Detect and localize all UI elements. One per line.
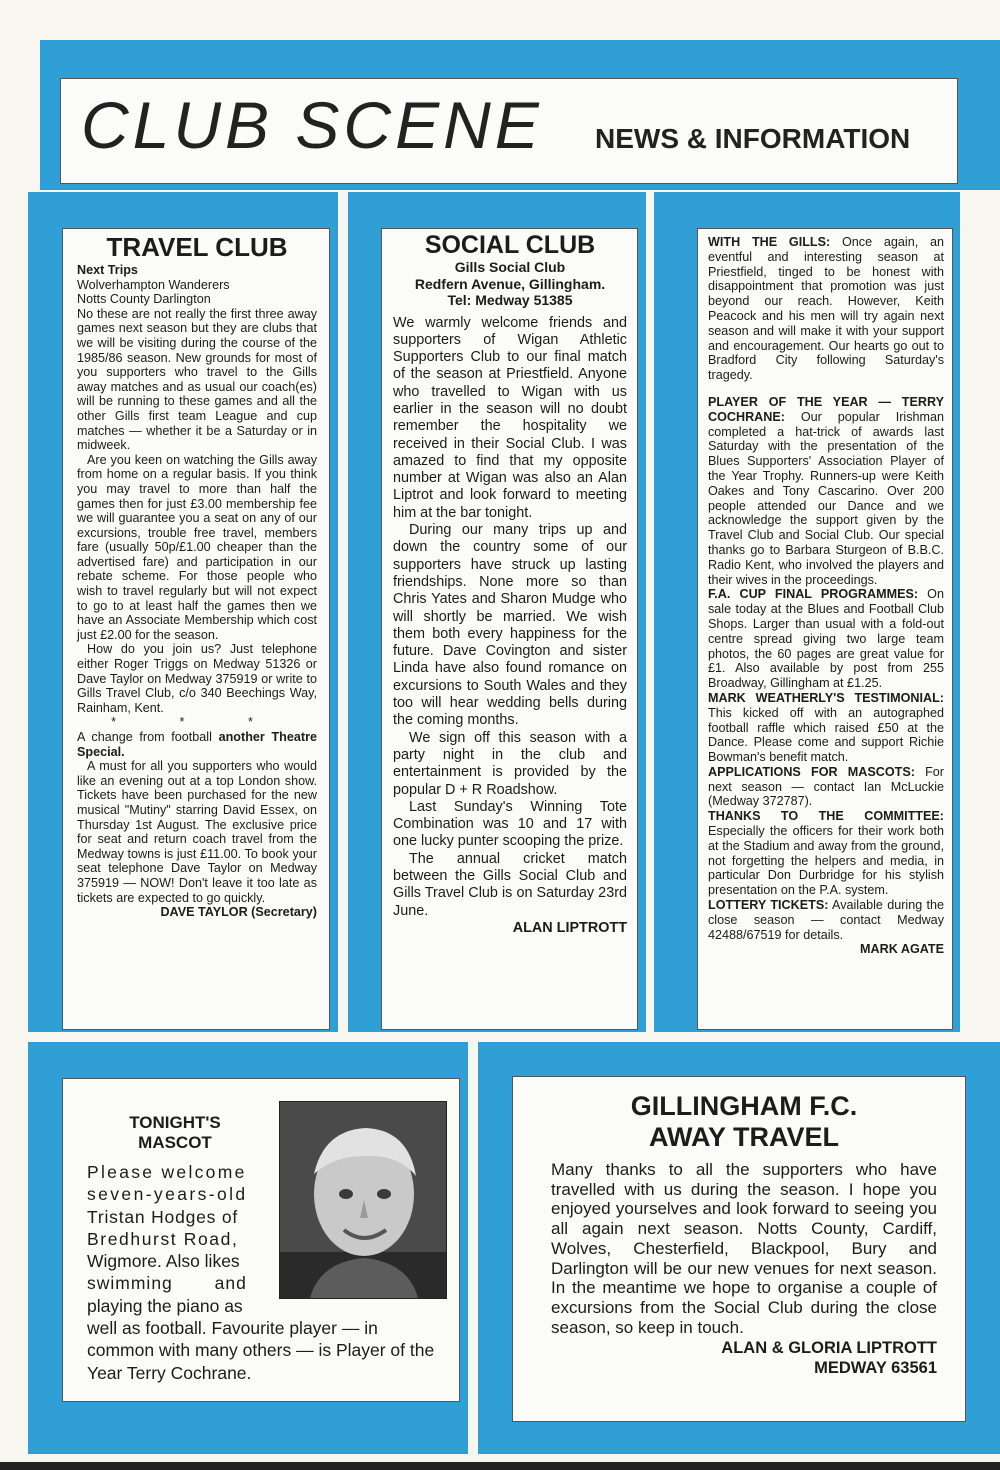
page-title: CLUB SCENE: [81, 88, 543, 162]
news-section-gills: [708, 235, 944, 383]
news-body-testimonial: This kicked off with an autographed football raffle which raised £50 at the Dance. Please come and support Richie Bowman's benefit match.: [708, 705, 944, 765]
social-club-heading: SOCIAL CLUB: [424, 231, 596, 259]
news-section-poty: [708, 395, 944, 587]
news-section-committee: [708, 809, 944, 898]
social-club-body: [393, 315, 627, 938]
mascot-line-7: playing the piano as: [87, 1295, 243, 1316]
news-section-lottery: [708, 898, 944, 942]
social-para-2: During our many trips up and down the country some of our supporters have struck up lasting friendships. None more so than Chris Yates and Sharon Mudge who will shortly be married. We wish them both every happiness for the future. Dave Covington and sister Linda have also found romance on excursions to South Wales and they too will hear wedding bells during the coming months.: [393, 522, 627, 729]
trip-line-2: Notts County Darlington: [77, 292, 211, 307]
news-body: [708, 235, 944, 957]
social-address-3: Tel: Medway 51385: [447, 292, 573, 308]
news-body-lottery: Available during the close season — contact Medway 42488/67519 for details.: [708, 898, 945, 942]
travel-para-4-bold: another Theatre Special.: [77, 730, 317, 759]
news-body-mascots: For next season — contact Ian McLuckie (Medway 372787).: [708, 764, 944, 809]
social-address-1: Gills Social Club: [454, 259, 566, 275]
mascot-heading-1: TONIGHT'S: [129, 1113, 221, 1132]
travel-para-2: Are you keen on watching the Gills away from home on a regular basis. If you think you may travel to more than half the games then for just £3.00 membership fee we will guarantee you a seat on any of our excursions, trouble free travel, members fare (usually 50p/£1.00 cheaper than the advertised fare) and participation in our rebate scheme. For those people who wish to travel regularly but will not expect to go to at least half the games then we have an Associate Membership which cost just £2.00 for the season.: [77, 452, 317, 642]
away-heading-1: GILLINGHAM F.C.: [630, 1091, 858, 1121]
news-section-mascots: [708, 765, 944, 809]
travel-club-box: [62, 228, 330, 1030]
mascot-text: [87, 1161, 267, 1317]
news-body-committee: Especially the officers for their work both at the Stadium and away from the ground, not forgetting the helpers and media, in particular Don Durbridge for his stylish presentation on the P.A. system.: [708, 824, 944, 898]
mascot-line-1: Please welcome: [87, 1162, 247, 1182]
travel-para-5: A must for all you supporters who would like an evening out at a top London show. Tickets have been purchased for the new musical "Mutiny" starring David Essex, on Thursday 1st August. The exclusive price for seat and return coach travel from the Medway towns is just £11.00. To book your seat telephone Dave Taylor on Medway 375919 — NOW! Don't leave it too late as tickets are expected to go quickly.: [77, 759, 317, 905]
away-body: Many thanks to all the supporters who have travelled with us during the season. I hope you enjoyed yourselves and look forward to seeing you all again next season. Notts County, Cardiff, Wolves, Chesterfield, Blackpool, Bury and Darlington will be our new venues for next season. In the meantime we hope to organise a couple of excursions from the Social Club during the close season, so keep in touch.: [551, 1160, 937, 1337]
mascot-line-5: Wigmore. Also likes: [87, 1251, 240, 1272]
news-head-committee: THANKS TO THE COMMITTEE:: [708, 809, 944, 824]
travel-signature: DAVE TAYLOR (Secretary): [160, 905, 317, 920]
mascot-line-3: Tristan Hodges of: [87, 1206, 239, 1227]
social-club-box: [381, 228, 638, 1030]
news-head-lottery: LOTTERY TICKETS:: [708, 898, 829, 913]
social-signature: ALAN LIPTROTT: [512, 919, 627, 936]
news-section-testimonial: [708, 691, 944, 765]
social-para-5: The annual cricket match between the Gills Social Club and Gills Travel Club is on Saturday 23rd June.: [393, 850, 627, 919]
mascot-line-4: Bredhurst Road,: [87, 1228, 239, 1249]
news-head-gills: WITH THE GILLS:: [708, 235, 831, 249]
travel-para-1: No these are not really the first three away games next season but they are clubs that we will be visiting during the course of the 1985/86 season. New grounds for most of you supporters who travel to the Gills away matches and as usual our coach(es) will be running to these games and all the other Gills first team League and cup matches — whether it be a Saturday or in midweek.: [77, 306, 317, 453]
news-body-gills: Once again, an eventful and interesting season at Priestfield, tinged to be honest with disappointment that promotion was just beyond our reach. However, Keith Peacock and his men will try again next season and will make it with your support and encouragement. Our hearts go out to Bradford City following Saturday's tragedy.: [708, 235, 945, 383]
trip-line-1: Wolverhampton Wanderers: [77, 277, 230, 292]
mascot-line-2: seven-years-old: [87, 1184, 248, 1205]
news-body-poty: Our popular Irishman completed a hat-trick of awards last Saturday with the presentation of the Blues Supporters' Association Player of the Year Trophy. Runners-up were Keith Oakes and Tony Cascarino. Over 200 people attended our Dance and we acknowledge the support given by the Travel Club and Social Club. Our special thanks go to Barbara Sturgeon of B.B.C. Radio Kent, who involved the players and their wives in the proceedings.: [708, 409, 944, 587]
news-head-testimonial: MARK WEATHERLY'S TESTIMONIAL:: [708, 690, 944, 705]
news-head-poty: PLAYER OF THE YEAR — TERRY COCHRANE:: [708, 394, 944, 424]
social-para-3: We sign off this season with a party night in the club and entertainment is provided by the popular D + R Roadshow.: [393, 729, 627, 798]
mascot-portrait-image: [280, 1102, 446, 1298]
news-head-programmes: F.A. CUP FINAL PROGRAMMES:: [708, 587, 919, 602]
social-para-1: We warmly welcome friends and supporters of Wigan Athletic Supporters Club to our final match of the season at Priestfield. Anyone who travelled to Wigan with us earlier in the season will no doubt remember the hospitality we received in their Social Club. I was amazed to find that my opposite number at Wigan was also an Alan Liptrot and look forward to meeting him at the bar tonight.: [393, 314, 627, 521]
mascot-rest: well as football. Favourite player — in common with many others — is Player of the Year Terry Cochrane.: [87, 1318, 435, 1383]
mascot-photo: [279, 1101, 447, 1299]
away-travel-box: [512, 1076, 966, 1422]
news-body-programmes: On sale today at the Blues and Football Club Shops. Larger than usual with a fold-out centre spread giving two large team photos, the 60 pages are great value for £1. Also available by post from 255 Broadway, Gillingham at £1.25.: [708, 587, 944, 691]
news-head-mascots: APPLICATIONS FOR MASCOTS:: [708, 764, 915, 779]
travel-club-body: [77, 263, 317, 920]
away-signature-2: MEDWAY 63561: [814, 1359, 937, 1378]
travel-para-3: How do you join us? Just telephone either Roger Triggs on Medway 51326 or Dave Taylor on Medway 375919 or write to Gills Travel Club, c/o 340 Beechings Way, Rainham, Kent.: [77, 642, 317, 715]
travel-club-heading: TRAVEL CLUB: [106, 232, 288, 262]
mascot-box: [62, 1078, 460, 1402]
social-address-2: Redfern Avenue, Gillingham.: [414, 275, 606, 292]
travel-stars: * * *: [111, 715, 283, 730]
away-heading-2: AWAY TRAVEL: [648, 1122, 840, 1152]
away-signature-1: ALAN & GLORIA LIPTROTT: [721, 1339, 937, 1358]
page-subtitle: NEWS & INFORMATION: [595, 123, 911, 154]
mascot-line-6: swimming and: [87, 1273, 247, 1294]
header-box: [60, 78, 958, 184]
news-box: [697, 228, 953, 1030]
news-signature: MARK AGATE: [860, 942, 944, 957]
news-section-programmes: [708, 587, 944, 691]
page-bottom-rule: [0, 1462, 1000, 1470]
travel-para-4-lead: A change from football: [77, 730, 219, 744]
mascot-heading-2: MASCOT: [138, 1133, 212, 1152]
travel-para-4: [77, 730, 317, 759]
social-para-4: Last Sunday's Winning Tote Combination was 10 and 17 with one lucky punter scooping the prize.: [393, 798, 627, 850]
next-trips-label: Next Trips: [77, 263, 138, 277]
